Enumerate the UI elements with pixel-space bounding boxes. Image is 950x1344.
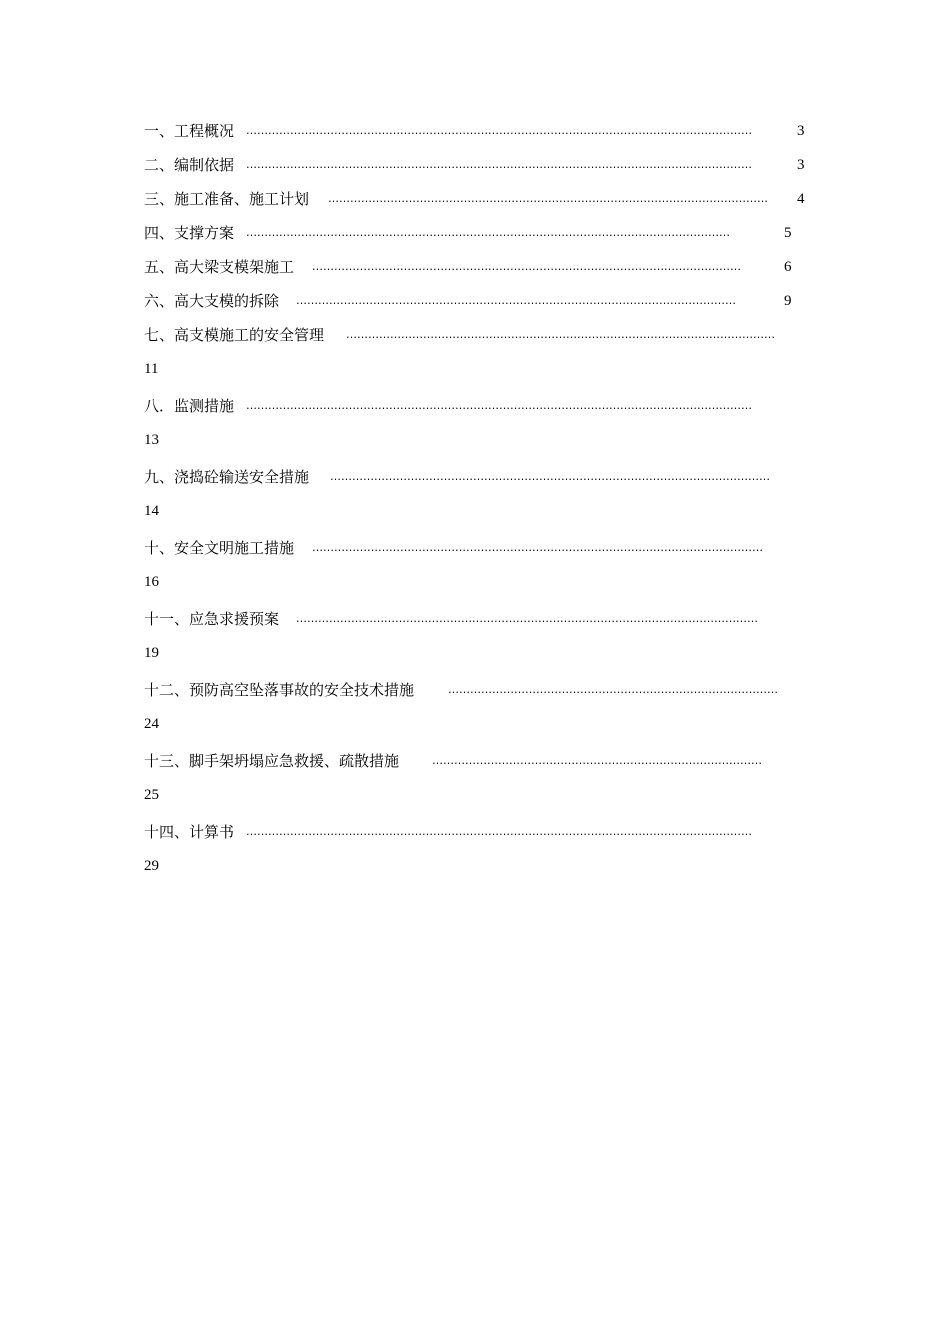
toc-entry-title: 三、施工准备、施工计划 — [144, 190, 310, 208]
dot-leader: ………………………………………………………………………………………………………… — [328, 192, 768, 205]
toc-entry-title: 十四、计算书 — [144, 823, 235, 841]
toc-entry[interactable] — [144, 322, 844, 356]
toc-entry-title: 九、浇捣砼输送安全措施 — [144, 468, 310, 486]
toc-entry-title: 一、工程概况 — [144, 122, 235, 140]
toc-entry-page: 11 — [144, 361, 159, 377]
toc-entry[interactable] — [144, 393, 844, 427]
toc-entry[interactable] — [144, 288, 844, 322]
toc-entry-page: 3 — [797, 157, 805, 173]
dot-leader: ………………………………………………………………………………………………………………………… — [246, 124, 752, 137]
dot-leader: ………………………………………………………………………………………………………………………… — [246, 399, 752, 412]
toc-entry[interactable] — [144, 535, 844, 569]
dot-leader: ……………………………………………………………………………………………………… — [346, 328, 775, 341]
toc-entry-title: 十、安全文明施工措施 — [144, 539, 295, 557]
toc-entry-title: 十二、预防高空坠落事故的安全技术措施 — [144, 681, 415, 699]
toc-entry[interactable] — [144, 220, 844, 254]
dot-leader: ……………………………………………………………………………… — [448, 683, 778, 696]
toc-entry[interactable] — [144, 152, 844, 186]
toc-entry-page: 6 — [784, 259, 792, 275]
toc-entry[interactable] — [144, 118, 844, 152]
toc-entry[interactable] — [144, 748, 844, 782]
toc-entry-title: 五、高大梁支模架施工 — [144, 258, 295, 276]
dot-leader: ……………………………………………………………………………………………………………… — [296, 612, 758, 625]
dot-leader: ……………………………………………………………………………… — [432, 754, 762, 767]
table-of-contents — [144, 118, 844, 890]
dot-leader: ………………………………………………………………………………………………………………………… — [246, 825, 752, 838]
toc-entry-page: 9 — [784, 293, 792, 309]
toc-entry[interactable] — [144, 819, 844, 853]
dot-leader: ……………………………………………………………………………………………………… — [312, 260, 741, 273]
toc-entry-page: 14 — [144, 503, 159, 519]
toc-entry-page: 16 — [144, 574, 159, 590]
dot-leader: …………………………………………………………………………………………………………………… — [246, 226, 730, 239]
toc-entry[interactable] — [144, 464, 844, 498]
dot-leader: ………………………………………………………………………………………………………………………… — [246, 158, 752, 171]
toc-entry-title: 四、支撑方案 — [144, 224, 235, 242]
toc-entry-page: 13 — [144, 432, 159, 448]
toc-entry-title: 八．监测措施 — [144, 397, 235, 415]
dot-leader: …………………………………………………………………………………………………………… — [312, 541, 763, 554]
toc-entry-page: 3 — [797, 123, 805, 139]
toc-entry-title: 六、高大支模的拆除 — [144, 292, 280, 310]
toc-entry[interactable] — [144, 186, 844, 220]
toc-entry-page: 19 — [144, 645, 159, 661]
toc-entry[interactable] — [144, 606, 844, 640]
toc-entry[interactable] — [144, 254, 844, 288]
toc-entry-title: 十一、应急求援预案 — [144, 610, 280, 628]
dot-leader: ………………………………………………………………………………………………………… — [296, 294, 736, 307]
toc-entry-page: 29 — [144, 858, 159, 874]
toc-entry-title: 十三、脚手架坍塌应急救援、疏散措施 — [144, 752, 400, 770]
toc-entry[interactable] — [144, 677, 844, 711]
dot-leader: ………………………………………………………………………………………………………… — [330, 470, 770, 483]
toc-entry-title: 二、编制依据 — [144, 156, 235, 174]
toc-entry-page: 25 — [144, 787, 159, 803]
toc-entry-title: 七、高支模施工的安全管理 — [144, 326, 325, 344]
toc-entry-page: 5 — [784, 225, 792, 241]
toc-entry-page: 24 — [144, 716, 159, 732]
toc-entry-page: 4 — [797, 191, 805, 207]
